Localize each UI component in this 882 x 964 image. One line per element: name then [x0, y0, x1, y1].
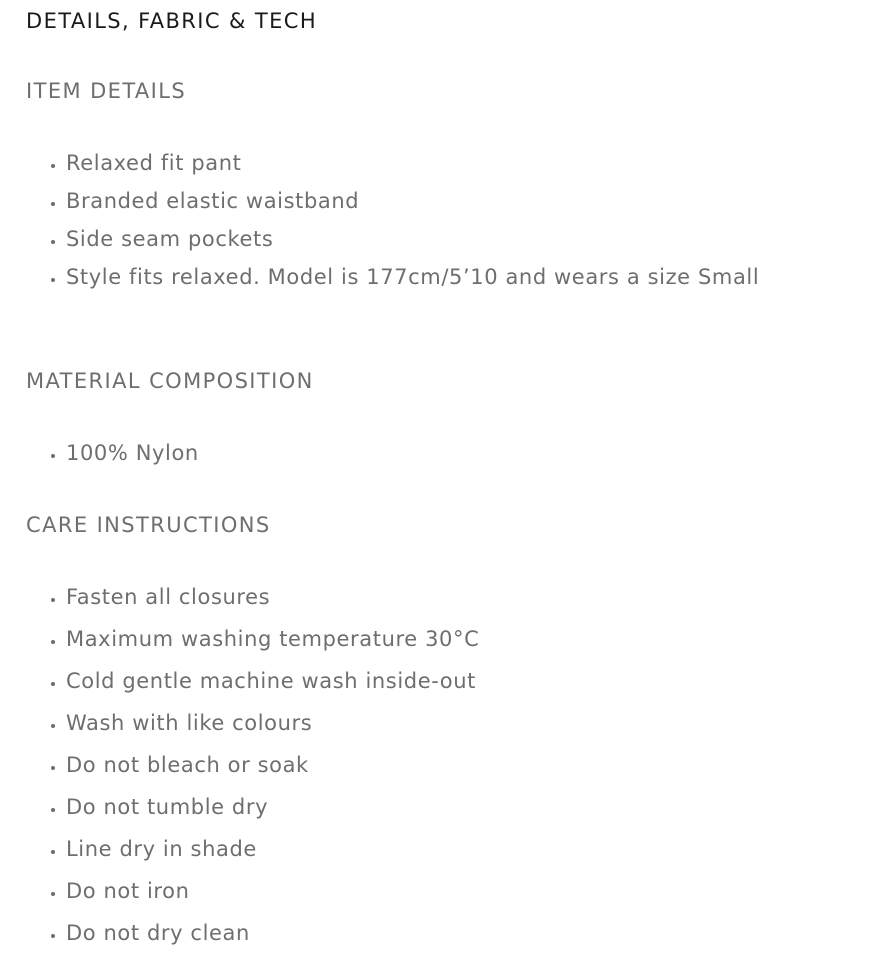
item-details-heading: ITEM DETAILS — [26, 79, 187, 103]
list-item: • Do not tumble dry — [66, 786, 479, 828]
list-item: • Do not dry clean — [66, 912, 479, 954]
care-instructions-list — [26, 576, 479, 954]
list-item: • Do not iron — [66, 870, 479, 912]
details-fabric-tech-heading: DETAILS, FABRIC & TECH — [26, 9, 318, 33]
list-item: • Fasten all closures — [66, 576, 479, 618]
list-item: • Side seam pockets — [66, 220, 759, 258]
list-item: • Maximum washing temperature 30°C — [66, 618, 479, 660]
list-item: • Branded elastic waistband — [66, 182, 759, 220]
care-instructions-heading: CARE INSTRUCTIONS — [26, 513, 271, 537]
list-item: • Wash with like colours — [66, 702, 479, 744]
list-item: • Line dry in shade — [66, 828, 479, 870]
item-details-list — [26, 144, 759, 296]
list-item: • Do not bleach or soak — [66, 744, 479, 786]
material-composition-heading: MATERIAL COMPOSITION — [26, 369, 314, 393]
material-composition-list — [26, 434, 199, 472]
list-item: • Cold gentle machine wash inside-out — [66, 660, 479, 702]
list-item: • Relaxed fit pant — [66, 144, 759, 182]
list-item: • Style fits relaxed. Model is 177cm/5’10 and wears a size Small — [66, 258, 759, 296]
list-item: • 100% Nylon — [66, 434, 199, 472]
